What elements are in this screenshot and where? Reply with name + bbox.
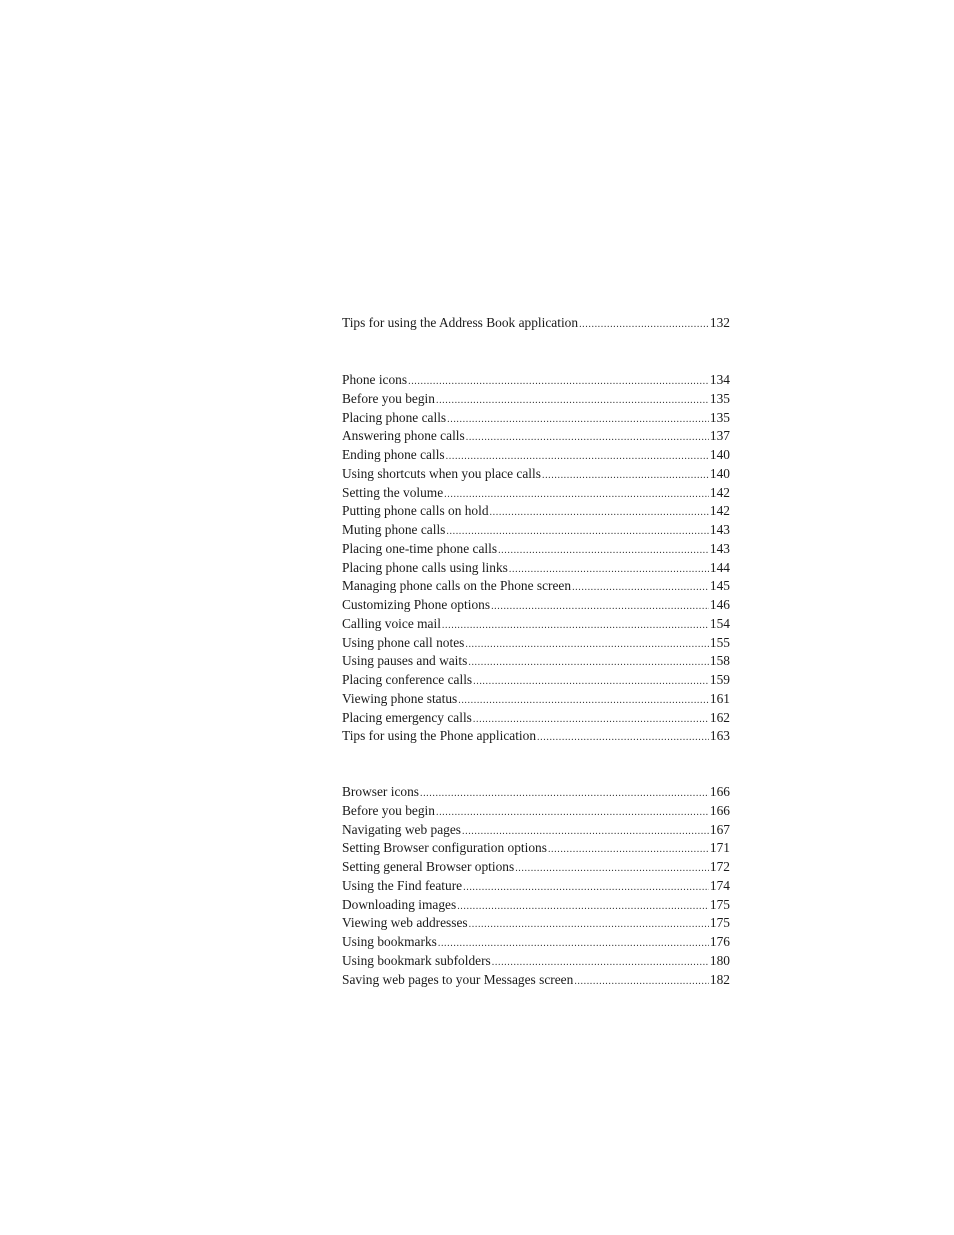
- toc-entry[interactable]: [342, 802, 730, 821]
- toc-entry[interactable]: [342, 877, 730, 896]
- toc-entry-page-number: 166: [709, 784, 730, 799]
- dot-leader: [548, 841, 709, 860]
- dot-leader: [457, 898, 709, 917]
- toc-entry[interactable]: [342, 690, 730, 709]
- toc-entry-title: Viewing web addresses: [342, 915, 468, 931]
- toc-entry-title: Using bookmark subfolders: [342, 952, 491, 968]
- dot-leader: [491, 598, 709, 617]
- toc-entry[interactable]: [342, 559, 730, 578]
- toc-entry-title: Putting phone calls on hold: [342, 503, 489, 519]
- toc-entry-page-number: 144: [709, 559, 730, 575]
- toc-entry-page-number: 166: [709, 802, 730, 818]
- dot-leader: [436, 804, 709, 823]
- toc-entry-title: Using the Find feature: [342, 877, 463, 893]
- toc-entry[interactable]: [342, 634, 730, 653]
- toc-entry-page-number: 135: [709, 409, 730, 425]
- toc-entry[interactable]: [342, 521, 730, 540]
- toc-entry[interactable]: [342, 577, 730, 596]
- dot-leader: [463, 879, 709, 898]
- dot-leader: [574, 973, 709, 992]
- toc-entry-page-number: 134: [709, 372, 730, 387]
- toc-entry-title: Setting general Browser options: [342, 859, 515, 874]
- toc-entry[interactable]: [342, 502, 730, 521]
- toc-entry-title: Managing phone calls on the Phone screen: [342, 578, 572, 594]
- toc-entry-title: Setting Browser configuration options: [342, 840, 547, 856]
- toc-entry[interactable]: [342, 783, 730, 802]
- dot-leader: [498, 542, 709, 561]
- toc-entry[interactable]: [342, 821, 730, 840]
- toc-entry-title: Ending phone calls: [342, 447, 445, 462]
- toc-entry-title: Saving web pages to your Messages screen: [342, 971, 574, 987]
- dot-leader: [436, 392, 709, 411]
- toc-entry-page-number: 167: [709, 821, 730, 837]
- toc-entry-page-number: 174: [709, 877, 730, 893]
- dot-leader: [490, 504, 709, 523]
- toc-entry-title: Tips for using the Phone application: [342, 728, 537, 744]
- toc-entry-page-number: 145: [709, 578, 730, 594]
- toc-entry[interactable]: [342, 596, 730, 615]
- dot-leader: [466, 429, 709, 448]
- toc-entry-title: Placing one-time phone calls: [342, 540, 498, 556]
- dot-leader: [465, 636, 709, 655]
- toc-entry[interactable]: [342, 709, 730, 728]
- toc-entry[interactable]: [342, 615, 730, 634]
- toc-entry[interactable]: [342, 839, 730, 858]
- toc-entry-title: Muting phone calls: [342, 522, 446, 537]
- toc-entry-title: Customizing Phone options: [342, 597, 491, 612]
- toc-entry-title: Before you begin: [342, 390, 435, 406]
- toc-entry-title: Downloading images: [342, 896, 457, 912]
- toc-entry-title: Navigating web pages: [342, 821, 461, 837]
- dot-leader: [468, 654, 709, 673]
- toc-entry-title: Using shortcuts when you place calls: [342, 465, 541, 481]
- toc-entry-page-number: 140: [709, 465, 730, 481]
- toc-entry[interactable]: [342, 727, 730, 746]
- dot-leader: [572, 579, 709, 598]
- dot-leader: [473, 673, 709, 692]
- toc-entry[interactable]: [342, 933, 730, 952]
- toc-entry[interactable]: [342, 409, 730, 428]
- toc-entry[interactable]: [342, 390, 730, 409]
- toc-section-browser: [342, 783, 730, 989]
- dot-leader: [408, 373, 709, 392]
- toc-entry[interactable]: [342, 971, 730, 990]
- toc-entry-page-number: 135: [709, 390, 730, 406]
- toc-entry-title: Placing phone calls using links: [342, 559, 508, 575]
- toc-entry-title: Using bookmarks: [342, 934, 437, 949]
- dot-leader: [469, 916, 709, 935]
- toc-entry[interactable]: [342, 914, 730, 933]
- toc-entry-title: Before you begin: [342, 802, 435, 818]
- toc-entry-title: Using pauses and waits: [342, 653, 468, 669]
- toc-entry-page-number: 161: [709, 690, 730, 706]
- toc-entry-title: Placing conference calls: [342, 672, 473, 687]
- toc-entry-page-number: 171: [709, 840, 730, 856]
- toc-entry-page-number: 159: [709, 672, 730, 687]
- toc-entry-page-number: 142: [709, 503, 730, 519]
- toc-entry-page-number: 143: [709, 540, 730, 556]
- toc-entry[interactable]: [342, 671, 730, 690]
- dot-leader: [420, 785, 709, 804]
- dot-leader: [458, 692, 709, 711]
- toc-entry-page-number: 176: [709, 934, 730, 949]
- toc-entry[interactable]: [342, 314, 730, 333]
- dot-leader: [579, 316, 709, 335]
- toc-entry-page-number: 146: [709, 597, 730, 612]
- toc-entry-page-number: 175: [709, 915, 730, 931]
- dot-leader: [537, 729, 709, 748]
- toc-entry[interactable]: [342, 952, 730, 971]
- dot-leader: [447, 411, 709, 430]
- toc-entry-title: Answering phone calls: [342, 428, 465, 444]
- toc-entry-title: Setting the volume: [342, 484, 444, 500]
- toc-entry-title: Browser icons: [342, 784, 419, 799]
- toc-entry-page-number: 158: [709, 653, 730, 669]
- toc-entry[interactable]: [342, 652, 730, 671]
- toc-entry-title: Placing phone calls: [342, 409, 447, 425]
- toc-entry-page-number: 132: [709, 315, 730, 330]
- toc-entry-page-number: 182: [709, 971, 730, 987]
- toc-entry[interactable]: [342, 484, 730, 503]
- toc-entry-page-number: 140: [709, 447, 730, 462]
- toc-entry-page-number: 175: [709, 896, 730, 912]
- dot-leader: [542, 467, 709, 486]
- toc-entry[interactable]: [342, 540, 730, 559]
- toc-section-address-book: [342, 314, 730, 333]
- dot-leader: [442, 617, 709, 636]
- toc-entry-page-number: 162: [709, 709, 730, 725]
- toc-entry-title: Calling voice mail: [342, 615, 441, 631]
- toc-entry[interactable]: [342, 446, 730, 465]
- toc-entry[interactable]: [342, 427, 730, 446]
- toc-entry-page-number: 142: [709, 484, 730, 500]
- toc-entry-page-number: 143: [709, 522, 730, 537]
- toc-entry-title: Phone icons: [342, 372, 408, 387]
- toc-entry[interactable]: [342, 465, 730, 484]
- toc-entry[interactable]: [342, 858, 730, 877]
- toc-section-phone: [342, 371, 730, 746]
- toc-entry-page-number: 163: [709, 728, 730, 744]
- toc-entry-page-number: 155: [709, 634, 730, 650]
- toc-entry-title: Placing emergency calls: [342, 709, 472, 725]
- toc-entry-page-number: 172: [709, 859, 730, 874]
- toc-entry[interactable]: [342, 371, 730, 390]
- toc-entry-title: Tips for using the Address Book application: [342, 315, 579, 330]
- toc-entry[interactable]: [342, 896, 730, 915]
- toc-entry-page-number: 154: [709, 615, 730, 631]
- toc-entry-page-number: 137: [709, 428, 730, 444]
- toc-entry-title: Viewing phone status: [342, 690, 458, 706]
- toc-entry-title: Using phone call notes: [342, 634, 465, 650]
- dot-leader: [515, 860, 709, 879]
- toc-entry-page-number: 180: [709, 952, 730, 968]
